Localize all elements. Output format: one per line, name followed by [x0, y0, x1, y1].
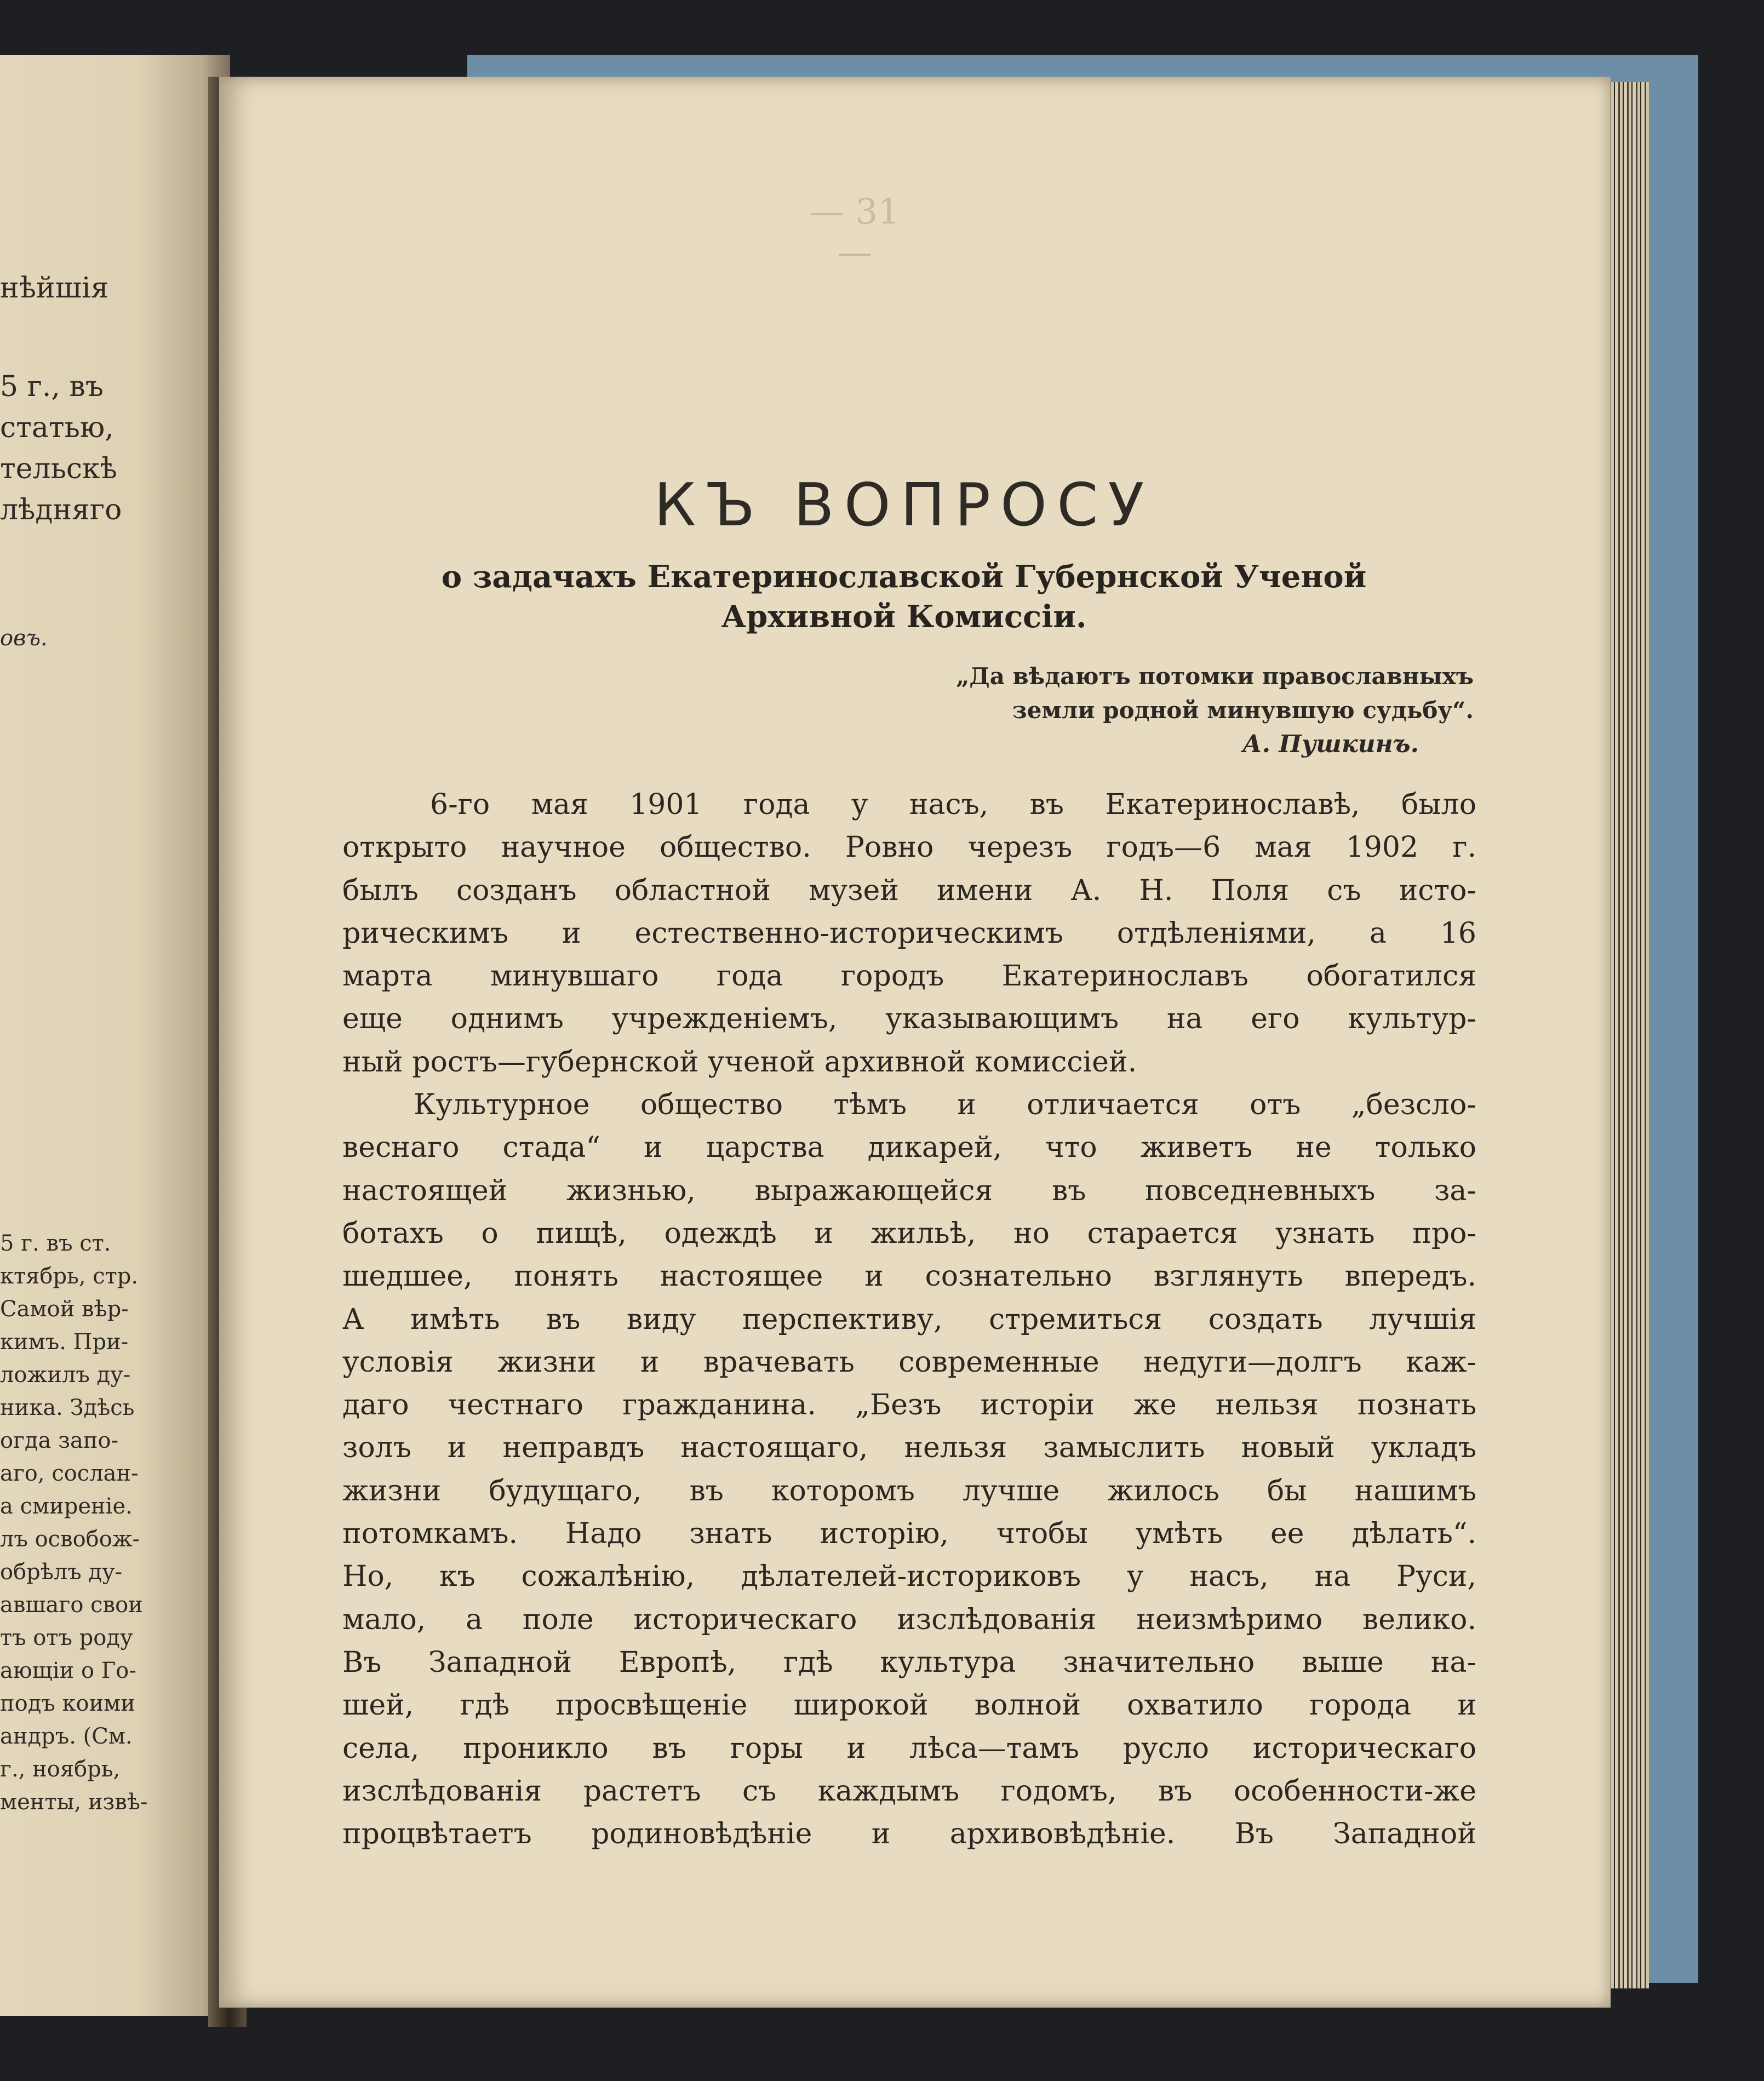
left-page-line: лъ освобож-: [0, 1527, 140, 1552]
body-line: открыто научное общество. Ровно черезъ годъ—6 мая 1902 г.: [342, 831, 1476, 864]
body-line: шей, гдѣ просвѣщеніе широкой волной охватило города и: [342, 1689, 1476, 1722]
body-line: изслѣдованія растетъ съ каждымъ годомъ, въ особенности-же: [342, 1774, 1476, 1808]
body-line: А имѣть въ виду перспективу, стремиться создать лучшія: [342, 1303, 1476, 1336]
left-page-line: авшаго свои: [0, 1592, 143, 1618]
left-page-line: огда запо-: [0, 1428, 119, 1453]
left-page: [0, 55, 230, 2016]
body-line: села, проникло въ горы и лѣса—тамъ русло историческаго: [342, 1732, 1476, 1765]
left-page-line: ктябрь, стр.: [0, 1264, 139, 1289]
body-line: веснаго стада“ и царства дикарей, что живетъ не только: [342, 1131, 1476, 1165]
body-line: Въ Западной Европѣ, гдѣ культура значительно выше на-: [342, 1646, 1476, 1679]
body-line: Но, къ сожалѣнію, дѣлателей-историковъ у насъ, на Руси,: [342, 1560, 1476, 1593]
body-line: ный ростъ—губернской ученой архивной комиссіей.: [342, 1045, 1137, 1079]
body-line: еще однимъ учрежденіемъ, указывающимъ на его культур-: [342, 1002, 1476, 1036]
left-page-line: 5 г. въ ст.: [0, 1231, 111, 1256]
left-page-line: ника. Здѣсь: [0, 1395, 135, 1420]
epigraph-line-2: земли родной минувшую судьбу“.: [1012, 697, 1474, 724]
left-page-line: Самой вѣр-: [0, 1297, 129, 1322]
left-page-line: овъ.: [0, 626, 48, 651]
left-page-line: кимъ. При-: [0, 1329, 129, 1355]
body-line: былъ созданъ областной музей имени А. Н. Поля съ исто-: [342, 874, 1476, 907]
body-line: настоящей жизнью, выражающейся въ повседневныхъ за-: [342, 1174, 1476, 1207]
left-page-line: аго, сослан-: [0, 1461, 139, 1486]
left-page-line: тъ отъ роду: [0, 1625, 133, 1650]
body-line: жизни будущаго, въ которомъ лучше жилось бы нашимъ: [342, 1474, 1476, 1507]
article-body: [342, 783, 1476, 1855]
left-page-line: менты, извѣ-: [0, 1790, 148, 1815]
body-line: условія жизни и врачевать современные недуги—долгъ каж-: [342, 1345, 1476, 1379]
article-subtitle-line-1: о задачахъ Екатеринославской Губернской Ученой: [441, 559, 1367, 595]
body-line: шедшее, понять настоящее и сознательно взглянуть впередъ.: [342, 1260, 1476, 1293]
left-page-line: подъ коими: [0, 1691, 136, 1716]
left-page-line: статью,: [0, 411, 114, 444]
left-page-line: тельскѣ: [0, 452, 117, 485]
body-line: ботахъ о пищѣ, одеждѣ и жильѣ, но старается узнать про-: [342, 1217, 1476, 1250]
epigraph-line-1: „Да вѣдаютъ потомки православныхъ: [956, 663, 1474, 690]
left-page-line: ложилъ ду-: [0, 1362, 131, 1388]
body-line: 6-го мая 1901 года у насъ, въ Екатеринославѣ, было: [430, 788, 1476, 821]
left-page-line: обрѣлъ ду-: [0, 1560, 123, 1585]
left-page-line: г., ноябрь,: [0, 1757, 121, 1782]
body-line: даго честнаго гражданина. „Безъ исторіи же нельзя познать: [342, 1389, 1476, 1422]
body-line: мало, а поле историческаго изслѣдованія неизмѣримо велико.: [342, 1603, 1476, 1636]
body-line: золъ и неправдъ настоящаго, нельзя замыслить новый укладъ: [342, 1431, 1476, 1465]
epigraph-author: А. Пушкинъ.: [1242, 730, 1419, 758]
left-page-line: 5 г., въ: [0, 370, 104, 403]
body-line: Культурное общество тѣмъ и отличается отъ „безсло-: [414, 1088, 1476, 1122]
body-line: потомкамъ. Надо знать исторію, чтобы умѣть ее дѣлать“.: [342, 1517, 1476, 1551]
article-title: КЪ ВОПРОСУ: [654, 471, 1154, 540]
left-page-line: лѣдняго: [0, 494, 122, 526]
body-line: процвѣтаетъ родиновѣдѣніе и архивовѣдѣніе. Въ Западной: [342, 1818, 1476, 1851]
left-page-line: а смиреніе.: [0, 1494, 133, 1519]
body-line: рическимъ и естественно-историческимъ отдѣленіями, а 16: [342, 916, 1476, 950]
body-line: марта минувшаго года городъ Екатеринославъ обогатился: [342, 960, 1476, 993]
article-subtitle-line-2: Архивной Комиссіи.: [721, 599, 1087, 635]
page-number: — 31 —: [809, 192, 900, 273]
left-page-line: нѣйшія: [0, 272, 109, 305]
left-page-line: андръ. (См.: [0, 1724, 133, 1749]
left-page-line: ающіи о Го-: [0, 1658, 136, 1683]
